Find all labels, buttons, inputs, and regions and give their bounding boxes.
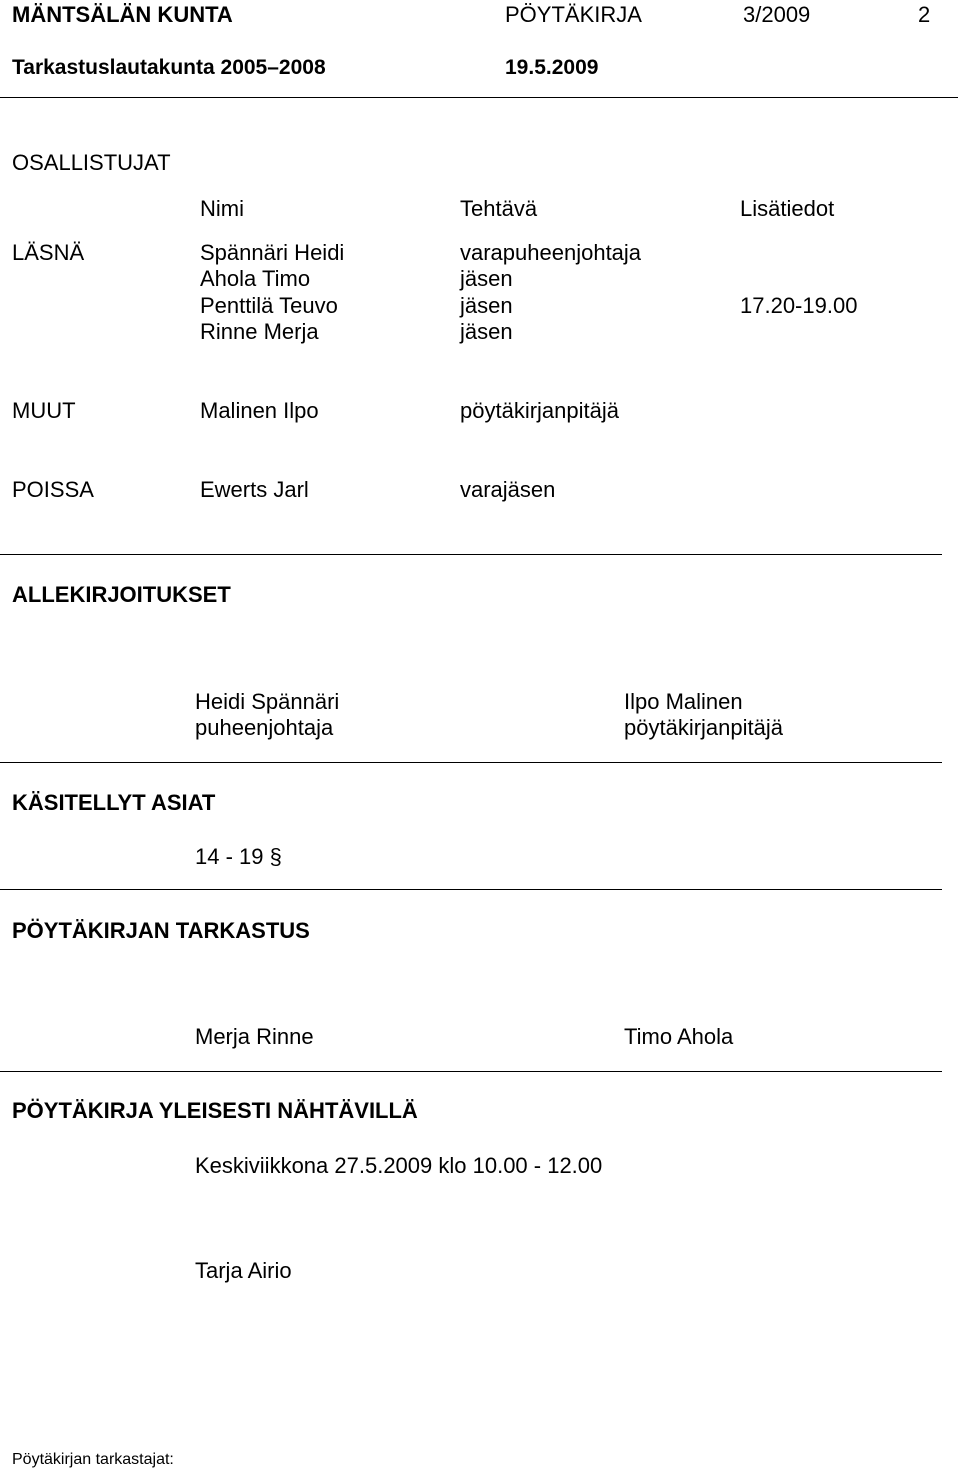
participant-name: Ahola Timo xyxy=(200,266,311,291)
document-number: 3/2009 xyxy=(743,2,811,27)
participant-name: Penttilä Teuvo xyxy=(200,293,338,318)
items-heading: KÄSITELLYT ASIAT xyxy=(12,790,216,815)
participant-name: Rinne Merja xyxy=(200,319,319,344)
absent-label: POISSA xyxy=(12,477,94,502)
signer-left-title: puheenjohtaja xyxy=(195,715,334,740)
section-divider xyxy=(0,889,942,890)
present-label: LÄSNÄ xyxy=(12,240,85,265)
header-divider xyxy=(0,97,958,98)
public-person: Tarja Airio xyxy=(195,1258,292,1283)
public-heading: PÖYTÄKIRJA YLEISESTI NÄHTÄVILLÄ xyxy=(12,1098,418,1123)
section-divider xyxy=(0,762,942,763)
meeting-date: 19.5.2009 xyxy=(505,56,599,79)
participant-notes: 17.20-19.00 xyxy=(740,293,858,318)
absent-name: Ewerts Jarl xyxy=(200,477,309,502)
signer-right-title: pöytäkirjanpitäjä xyxy=(624,715,783,740)
reviewer-left: Merja Rinne xyxy=(195,1024,314,1049)
participant-role: jäsen xyxy=(460,266,513,291)
column-header-notes: Lisätiedot xyxy=(740,196,835,221)
signer-right-name: Ilpo Malinen xyxy=(624,689,743,714)
participant-role: jäsen xyxy=(460,319,513,344)
participants-heading: OSALLISTUJAT xyxy=(12,150,171,175)
other-name: Malinen Ilpo xyxy=(200,398,319,423)
other-role: pöytäkirjanpitäjä xyxy=(460,398,619,423)
absent-role: varajäsen xyxy=(460,477,556,502)
section-divider xyxy=(0,1071,942,1072)
reviewer-right: Timo Ahola xyxy=(624,1024,734,1049)
org-name: MÄNTSÄLÄN KUNTA xyxy=(12,2,233,27)
review-heading: PÖYTÄKIRJAN TARKASTUS xyxy=(12,918,310,943)
participant-role: varapuheenjohtaja xyxy=(460,240,642,265)
participant-name: Spännäri Heidi xyxy=(200,240,345,265)
document-type: PÖYTÄKIRJA xyxy=(505,2,642,27)
other-label: MUUT xyxy=(12,398,76,423)
items-range: 14 - 19 § xyxy=(195,844,282,869)
signer-left-name: Heidi Spännäri xyxy=(195,689,340,714)
column-header-role: Tehtävä xyxy=(460,196,538,221)
signatures-heading: ALLEKIRJOITUKSET xyxy=(12,582,231,607)
column-header-name: Nimi xyxy=(200,196,244,221)
committee-name: Tarkastuslautakunta 2005–2008 xyxy=(12,56,326,79)
page-number: 2 xyxy=(918,2,931,27)
participant-role: jäsen xyxy=(460,293,513,318)
footer-reviewers-label: Pöytäkirjan tarkastajat: xyxy=(12,1451,174,1468)
section-divider xyxy=(0,554,942,555)
public-when: Keskiviikkona 27.5.2009 klo 10.00 - 12.00 xyxy=(195,1153,603,1178)
